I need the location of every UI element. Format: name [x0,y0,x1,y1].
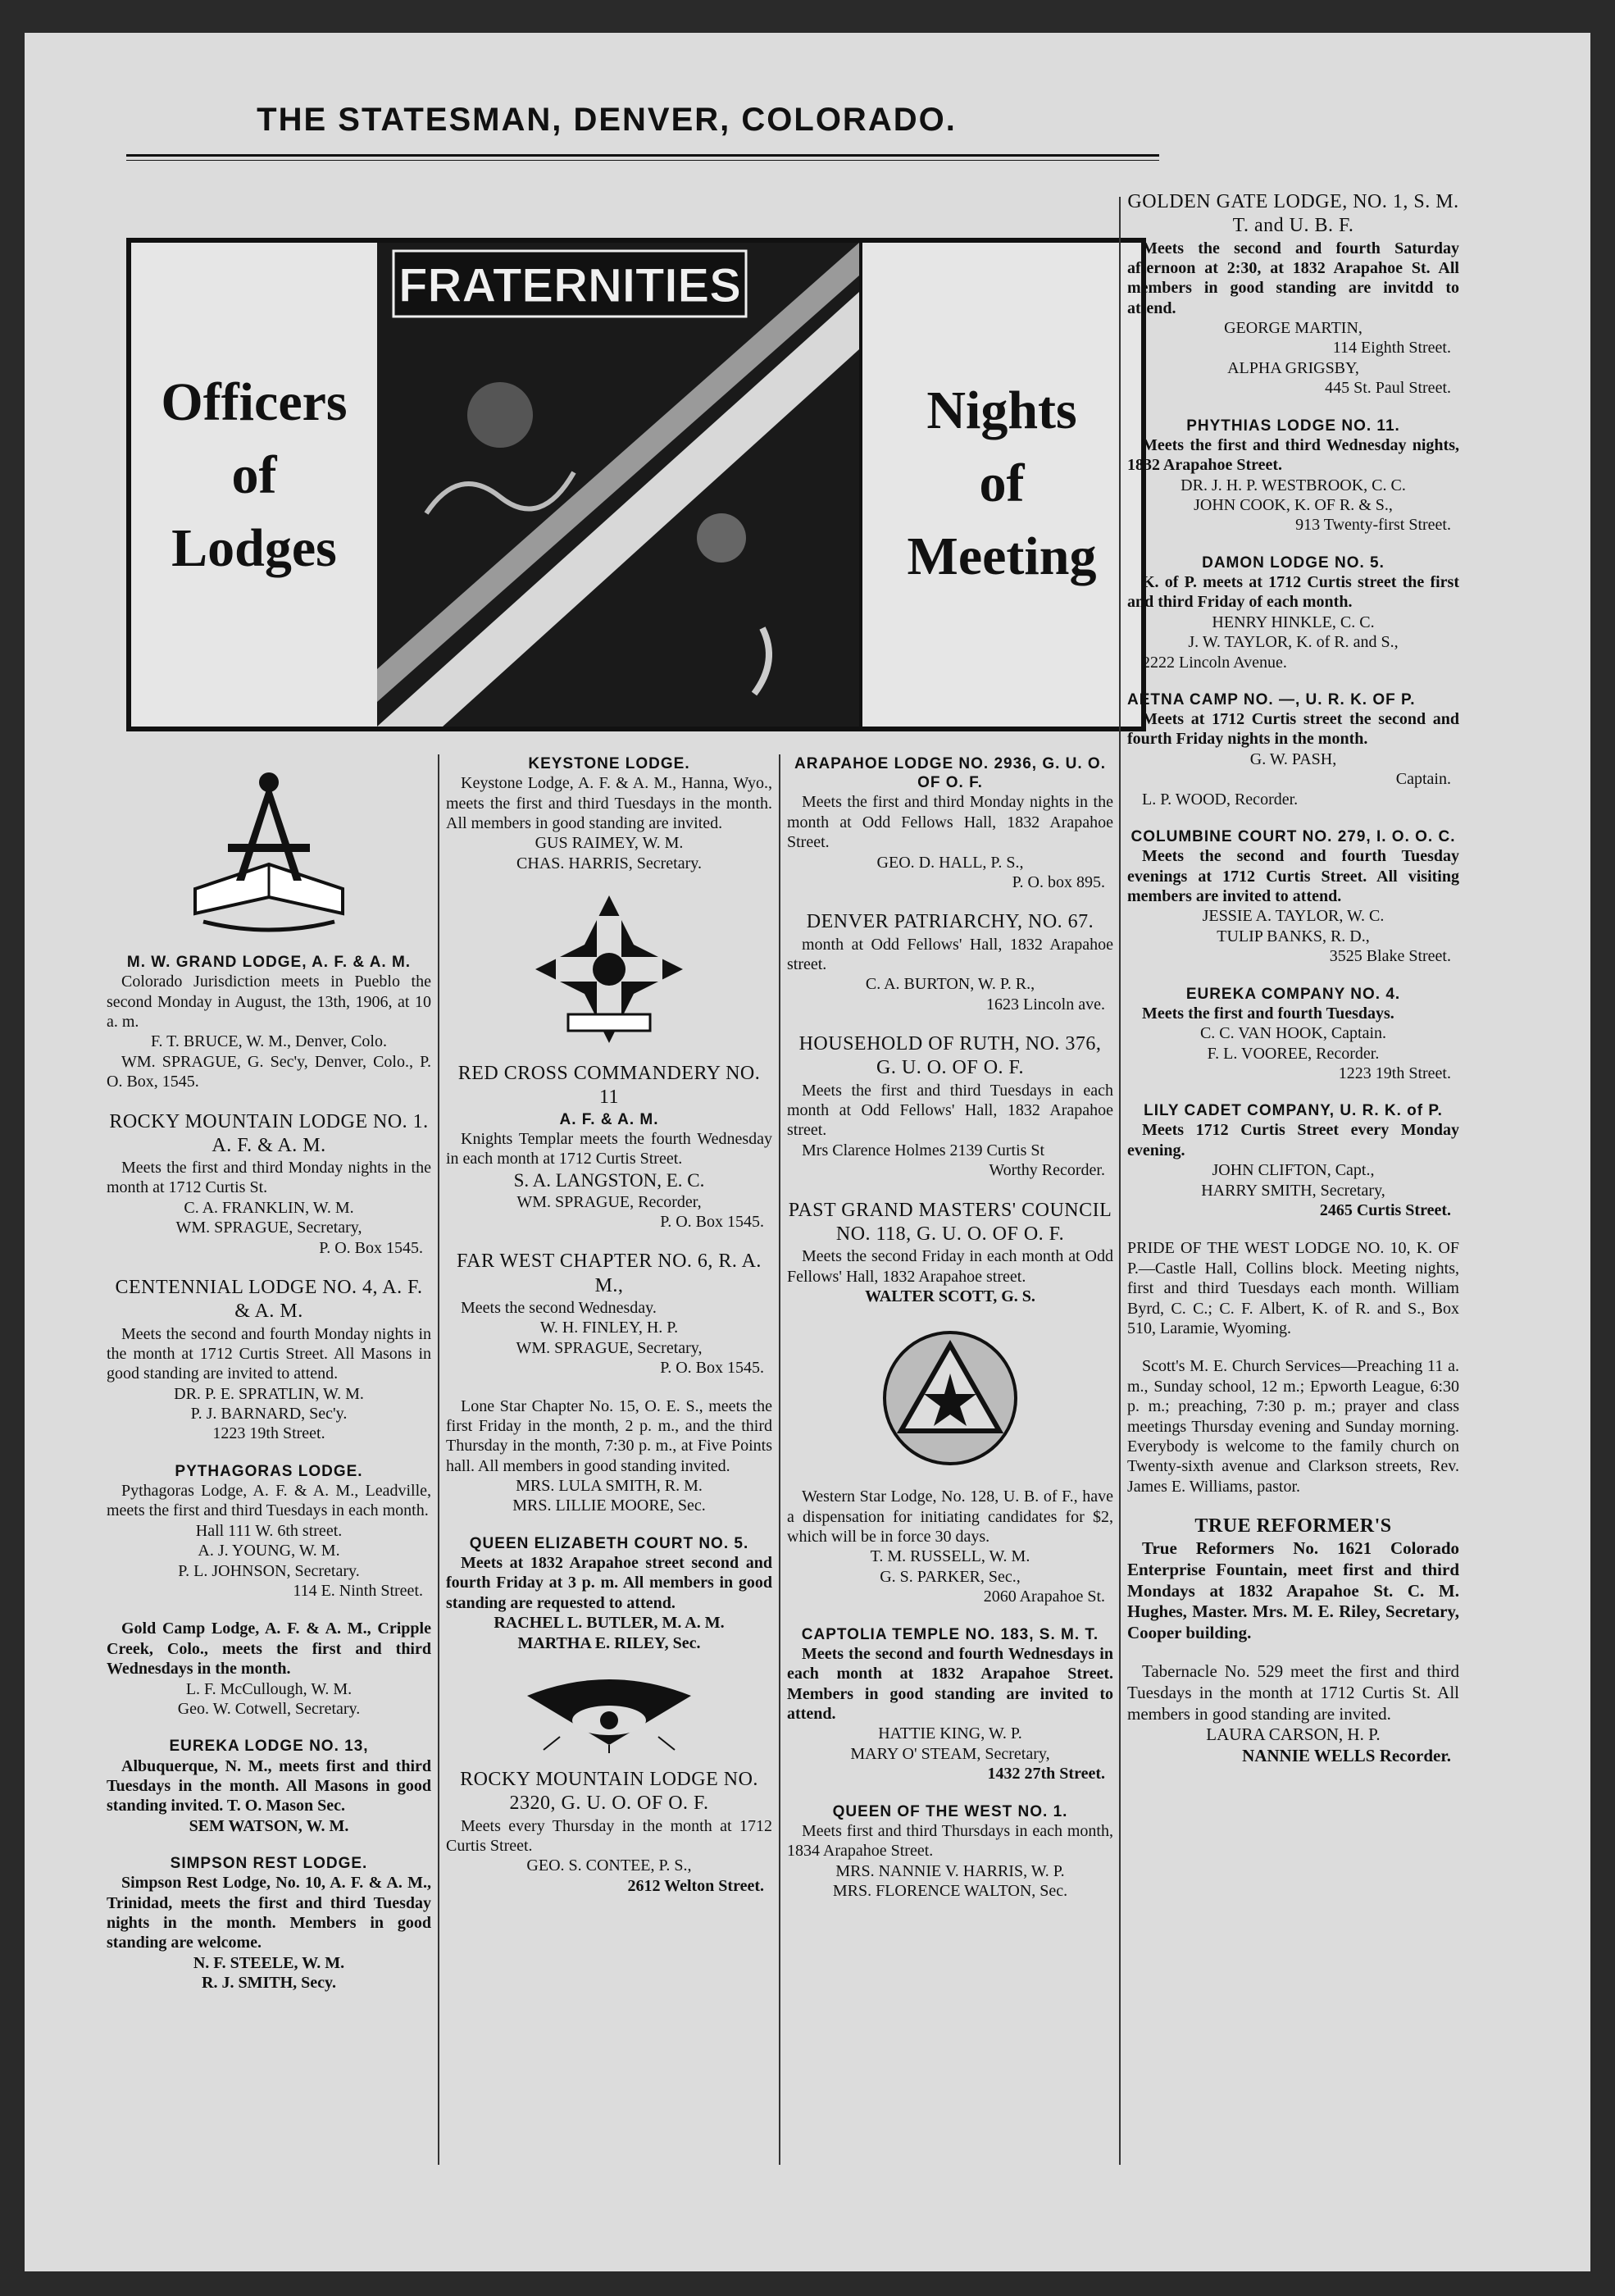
notice-address: 2612 Welton Street. [627,1876,764,1895]
notice-officer: F. L. VOOREE, Recorder. [1207,1044,1380,1063]
notice-address: 1432 27th Street. [987,1765,1105,1784]
eureka-company-notice [1127,985,1459,1084]
notice-heading: PAST GRAND MASTERS' COUNCIL NO. 118, G. U. O. OF O. F. [788,1199,1112,1245]
notice-heading: EUREKA LODGE NO. 13, [169,1738,369,1756]
banner-right-panel [859,243,1144,727]
notice-officer: MRS. LULA SMITH, R. M. [516,1477,703,1496]
notice-body: Meets the second and fourth Wednesdays in each month at 1832 Arapahoe Street. Members in good standing are invited to attend. [787,1644,1113,1723]
notice-body: Knights Templar meets the fourth Wednesday in each month at 1712 Curtis Street. [446,1129,772,1168]
notice-heading: TRUE REFORMER'S [1194,1515,1392,1538]
pride-of-the-west-notice [1127,1238,1459,1338]
notice-officer: GEO. S. CONTEE, P. S., [526,1856,692,1875]
arapahoe-lodge-notice [787,754,1113,892]
notice-heading: DENVER PATRIARCHY, NO. 67. [806,911,1094,933]
banner-left-panel [131,243,380,727]
banner-right-word-2: of [979,453,1025,514]
notice-officer: C. C. VAN HOOK, Captain. [1199,1024,1387,1043]
notice-heading: QUEEN ELIZABETH COURT NO. 5. [469,1534,749,1552]
notice-officer: Mrs Clarence Holmes 2139 Curtis St [802,1141,1045,1159]
notice-body: Colorado Jurisdiction meets in Pueblo the second Monday in August, the 13th, 1906, at 10 a. m. [107,973,431,1031]
notice-body: Tabernacle No. 529 meet the first and third Tuesdays in the month at 1712 Curtis St. All members in good standing are invited. [1127,1661,1459,1724]
notice-body: Meets the first and third Tuesdays in each month at Odd Fellows' Hall, 1832 Arapahoe street. [787,1081,1113,1140]
notice-officer: C. A. BURTON, W. P. R., [865,975,1035,994]
rocky-mountain-lodge-2320-notice [446,1768,772,1896]
notice-officer: G. S. PARKER, Sec., [880,1567,1021,1586]
captolia-temple-notice [787,1625,1113,1784]
notice-officer: GEORGE MARTIN, [1224,319,1363,338]
notice-body: Pythagoras Lodge, A. F. & A. M., Leadville, meets the first and third Tuesdays in each month. [107,1482,431,1520]
notice-officer: WM. SPRAGUE, Secretary, [175,1219,362,1237]
notice-heading: CAPTOLIA TEMPLE NO. 183, S. M. T. [801,1625,1099,1643]
simpson-rest-lodge-notice [107,1854,431,1993]
grand-lodge-notice [107,953,431,1092]
notice-address: P. O. Box 1545. [660,1359,764,1378]
notice-address: 1623 Lincoln ave. [986,995,1105,1014]
notice-officer: L. P. WOOD, Recorder. [1142,790,1299,809]
queen-elizabeth-court-notice [446,1534,772,1653]
notice-body: Meets the first and fourth Tuesdays. [1142,1004,1394,1023]
notice-officer: GUS RAIMEY, W. M. [535,834,684,853]
notice-officer: N. F. STEELE, W. M. [193,1953,345,1972]
notice-body: Meets 1712 Curtis Street every Monday evening. [1127,1121,1459,1159]
queen-of-the-west-notice [787,1802,1113,1902]
banner-illustration [377,243,859,727]
notice-officer: MRS. NANNIE V. HARRIS, W. P. [835,1861,1065,1880]
notice-address: Hall 111 W. 6th street. [195,1521,343,1540]
column-4 [1127,190,1459,1784]
western-star-lodge-notice [787,1487,1113,1606]
columbine-court-notice [1127,827,1459,967]
notice-body: Scott's M. E. Church Services—Preaching 11 a. m., Sunday school, 12 m.; Epworth League, 6:30 p. m.; preaching, 7:30 p. m.; prayer and class meetings Thursday evening and Sunday morning. Everybody is welcome to the family church on Twenty-sixth avenue and Clarkson streets, Rev. James E. Williams, pastor. [1127,1357,1459,1496]
column-3 [787,754,1113,1919]
notice-heading: KEYSTONE LODGE. [528,755,690,772]
masthead-rule [126,154,1159,161]
masthead: THE STATESMAN, DENVER, COLORADO. [257,102,957,138]
notice-heading: FAR WEST CHAPTER NO. 6, R. A. M., [457,1250,762,1296]
notice-officer: Geo. W. Cotwell, Secretary. [177,1699,361,1718]
notice-officer: MRS. FLORENCE WALTON, Sec. [832,1881,1068,1900]
notice-address: 2222 Lincoln Avenue. [1142,653,1287,672]
notice-officer: S. A. LANGSTON, E. C. [513,1169,705,1191]
phythias-lodge-notice [1127,417,1459,535]
damon-lodge-notice [1127,554,1459,672]
notice-body: Meets the second and fourth Monday nights in the month at 1712 Curtis Street. All Masons in good standing are invited to attend. [107,1324,431,1383]
notice-body: Western Star Lodge, No. 128, U. B. of F., have a dispensation for initiating candidates for $2, which will be in force 30 days. [787,1487,1113,1547]
notice-officer: NANNIE WELLS Recorder. [1242,1745,1451,1765]
notice-address: 445 St. Paul Street. [1325,379,1451,398]
banner-title: FRATERNITIES [398,259,741,312]
notice-address: P. O. Box 1545. [660,1213,764,1232]
notice-heading: QUEEN OF THE WEST NO. 1. [832,1802,1068,1820]
church-services-notice [1127,1356,1459,1496]
notice-heading: COLUMBINE COURT NO. 279, I. O. O. C. [1130,828,1456,846]
templar-cross-icon [531,891,687,1047]
notice-officer: WM. SPRAGUE, Secretary, [516,1338,703,1357]
notice-address: 3525 Blake Street. [1329,947,1451,966]
notice-officer: CHAS. HARRIS, Secretary. [516,854,702,872]
gold-camp-lodge-notice [107,1619,431,1719]
aetna-camp-notice [1127,690,1459,809]
centennial-lodge-notice [107,1276,431,1444]
notice-officer: MARTHA E. RILEY, Sec. [517,1633,701,1652]
notice-officer: T. M. RUSSELL, W. M. [870,1547,1030,1566]
past-grand-masters-council-notice [787,1199,1113,1307]
notice-body: month at Odd Fellows' Hall, 1832 Arapahoe street. [787,935,1113,973]
notice-heading: EUREKA COMPANY NO. 4. [1185,985,1401,1003]
notice-officer: LAURA CARSON, H. P. [1206,1724,1381,1745]
notice-officer: R. J. SMITH, Secy. [202,1974,336,1993]
notice-body: Lone Star Chapter No. 15, O. E. S., meets the first Friday in the month, 2 p. m., and the third Thursday in the month, 7:30 p. m., at Five Points hall. All members in good standing invited. [446,1396,772,1475]
keystone-lodge-notice [446,754,772,873]
all-seeing-eye-icon [511,1671,707,1753]
notice-body: Simpson Rest Lodge, No. 10, A. F. & A. M., Trinidad, meets the first and third Tuesday nights in the month. Members in good standing are welcome. [107,1874,431,1952]
notice-officer: P. J. BARNARD, Sec'y. [190,1405,348,1424]
notice-heading: ROCKY MOUNTAIN LODGE NO. 1. A. F. & A. M. [109,1110,429,1156]
notice-body: Meets the first and third Wednesday nights, 1832 Arapahoe Street. [1127,435,1459,475]
notice-subheading: A. F. & A. M. [559,1110,659,1128]
notice-body: PRIDE OF THE WEST LODGE NO. 10, K. OF P.—Castle Hall, Collins block. Meeting nights, first and third Tuesdays each month. William Byrd, C. C.; C. F. Albert, K. of R. and S., Box 510, Laramie, Wyoming. [1127,1239,1459,1337]
notice-title: Captain. [1395,770,1451,789]
notice-body: Meets the second and fourth Tuesday evenings at 1712 Curtis Street. All visiting members are invited to attend. [1127,847,1459,905]
notice-officer: F. T. BRUCE, W. M., Denver, Colo. [151,1032,387,1051]
notice-body: Meets the first and third Monday nights in the month at Odd Fellows Hall, 1832 Arapahoe Street. [787,793,1113,852]
column-2 [446,754,772,1914]
rocky-mountain-lodge-notice [107,1110,431,1258]
far-west-chapter-notice [446,1250,772,1378]
notice-officer: HATTIE KING, W. P. [878,1724,1022,1743]
notice-officer: WM. SPRAGUE, G. Sec'y, Denver, Colo., P. O. Box, 1545. [107,1052,431,1091]
notice-address: 114 Eighth Street. [1332,339,1451,358]
notice-officer: JOHN CLIFTON, Capt., [1212,1161,1375,1180]
banner-left-word-2: of [231,445,277,506]
notice-body: Meets first and third Thursdays in each month, 1834 Arapahoe Street. [787,1821,1113,1861]
notice-officer: GEO. D. HALL, P. S., [876,853,1024,872]
lone-star-chapter-notice [446,1396,772,1516]
pythagoras-lodge-notice [107,1462,431,1601]
notice-heading: RED CROSS COMMANDERY NO. 11 [457,1063,761,1109]
notice-body: Keystone Lodge, A. F. & A. M., Hanna, Wyo., meets the first and third Tuesdays in the month. All members in good standing are invited. [446,774,772,832]
notice-officer: C. A. FRANKLIN, W. M. [184,1198,354,1217]
banner-left-word-3: Lodges [171,518,337,579]
notice-officer: W. H. FINLEY, H. P. [539,1319,679,1337]
notice-officer: G. W. PASH, [1249,749,1337,768]
notice-body: Meets the second Wednesday. [461,1298,657,1317]
lily-cadet-company-notice [1127,1101,1459,1220]
denver-patriarchy-notice [787,910,1113,1014]
notice-heading: GOLDEN GATE LODGE, NO. 1, S. M. T. and U. B. F. [1127,191,1459,237]
notice-officer: P. L. JOHNSON, Secretary. [178,1561,360,1580]
column-rule-2 [779,754,780,2165]
notice-officer: DR. P. E. SPRATLIN, W. M. [174,1384,364,1403]
column-1 [107,754,431,2011]
notice-body: Meets at 1832 Arapahoe street second and fourth Friday at 3 p. m. All members in good standing are requested to attend. [446,1554,772,1612]
notice-officer: MRS. LILLIE MOORE, Sec. [512,1496,706,1515]
notice-body: Meets at 1712 Curtis street the second and fourth Friday nights in the month. [1127,710,1459,749]
banner-right-word-3: Meeting [907,526,1097,587]
notice-address: 2060 Arapahoe St. [983,1588,1105,1606]
notice-heading: HOUSEHOLD OF RUTH, NO. 376, G. U. O. OF O. F. [798,1033,1102,1079]
notice-body: Meets the second Friday in each month at Odd Fellows' Hall, 1832 Arapahoe street. [787,1247,1113,1286]
notice-address: 1223 19th Street. [1338,1064,1451,1082]
notice-officer: DR. J. H. P. WESTBROOK, C. C. [1181,476,1406,494]
tabernacle-notice [1127,1661,1459,1766]
notice-officer: WM. SPRAGUE, Recorder, [516,1192,702,1211]
golden-gate-lodge-notice [1127,190,1459,399]
notice-heading: AETNA CAMP NO. —, U. R. K. OF P. [1127,690,1416,708]
newspaper-page [25,33,1590,2271]
notice-officer: RACHEL L. BUTLER, M. A. M. [494,1614,725,1633]
household-of-ruth-notice [787,1032,1113,1180]
notice-heading: CENTENNIAL LODGE NO. 4, A. F. & A. M. [115,1277,423,1323]
banner-right-word-1: Nights [926,380,1077,440]
notice-heading: PHYTHIAS LODGE NO. 11. [1186,417,1400,435]
notice-heading: ROCKY MOUNTAIN LODGE NO. 2320, G. U. O. OF O. F. [460,1769,758,1815]
notice-heading: M. W. GRAND LODGE, A. F. & A. M. [126,954,412,971]
notice-body: Meets every Thursday in the month at 1712 Curtis Street. [446,1816,772,1855]
banner-left-word-1: Officers [161,372,348,432]
red-cross-commandery-notice [446,1062,772,1232]
notice-officer: J. W. TAYLOR, K. of R. and S., [1188,633,1399,652]
notice-heading: SIMPSON REST LODGE. [170,1855,368,1873]
notice-heading: ARAPAHOE LODGE NO. 2936, G. U. O. OF O. F. [794,755,1106,792]
notice-officer: WALTER SCOTT, G. S. [865,1287,1035,1305]
notice-body: Meets the first and third Monday nights in the month at 1712 Curtis St. [107,1159,431,1197]
notice-officer: HENRY HINKLE, C. C. [1212,613,1375,631]
notice-heading: DAMON LODGE NO. 5. [1202,554,1385,572]
western-star-emblem-icon [876,1324,1024,1472]
notice-address: 913 Twenty-first Street. [1295,516,1451,535]
notice-title: Worthy Recorder. [989,1161,1105,1180]
notice-address: P. O. Box 1545. [319,1238,423,1257]
notice-body: True Reformers No. 1621 Colorado Enterprise Fountain, meet first and third Mondays at 1832 Arapahoe St. C. M. Hughes, Master. Mrs. M. E. Riley, Secretary, Cooper building. [1127,1538,1459,1642]
notice-address: P. O. box 895. [1012,872,1105,891]
notice-heading: PYTHAGORAS LODGE. [175,1462,363,1480]
eureka-lodge-notice [107,1737,431,1836]
notice-address: 1223 19th Street. [212,1424,325,1443]
notice-address: 114 E. Ninth Street. [293,1582,423,1600]
notice-body: Albuquerque, N. M., meets first and third Tuesdays in the month. All Masons in good standing invited. T. O. Mason Sec. [107,1756,431,1815]
fraternities-illustration [377,243,859,727]
notice-body: Meets the second and fourth Saturday afternoon at 2:30, at 1832 Arapahoe St. All members in good standing are invitdd to attend. [1127,239,1459,317]
notice-body: Gold Camp Lodge, A. F. & A. M., Cripple Creek, Colo., meets the first and third Wednesdays in the month. [107,1620,431,1679]
true-reformers-notice [1127,1515,1459,1643]
notice-officer: JOHN COOK, K. OF R. & S., [1194,496,1393,514]
notice-officer: TULIP BANKS, R. D., [1217,927,1370,945]
square-compass-bible-icon [179,766,359,938]
fraternities-banner [126,238,1146,731]
notice-officer: MARY O' STEAM, Secretary, [850,1744,1050,1763]
notice-officer: HARRY SMITH, Secretary, [1201,1181,1385,1200]
notice-heading: LILY CADET COMPANY, U. R. K. of P. [1144,1102,1443,1120]
notice-officer: JESSIE A. TAYLOR, W. C. [1202,907,1385,926]
notice-officer: SEM WATSON, W. M. [189,1816,349,1835]
notice-body: K. of P. meets at 1712 Curtis street the first and third Friday of each month. [1127,572,1459,612]
column-rule-1 [438,754,439,2165]
notice-officer: L. F. McCullough, W. M. [185,1679,353,1698]
notice-officer: A. J. YOUNG, W. M. [198,1542,340,1560]
column-rule-3 [1119,197,1121,2165]
notice-officer: ALPHA GRIGSBY, [1227,358,1359,377]
notice-address: 2465 Curtis Street. [1319,1201,1451,1220]
